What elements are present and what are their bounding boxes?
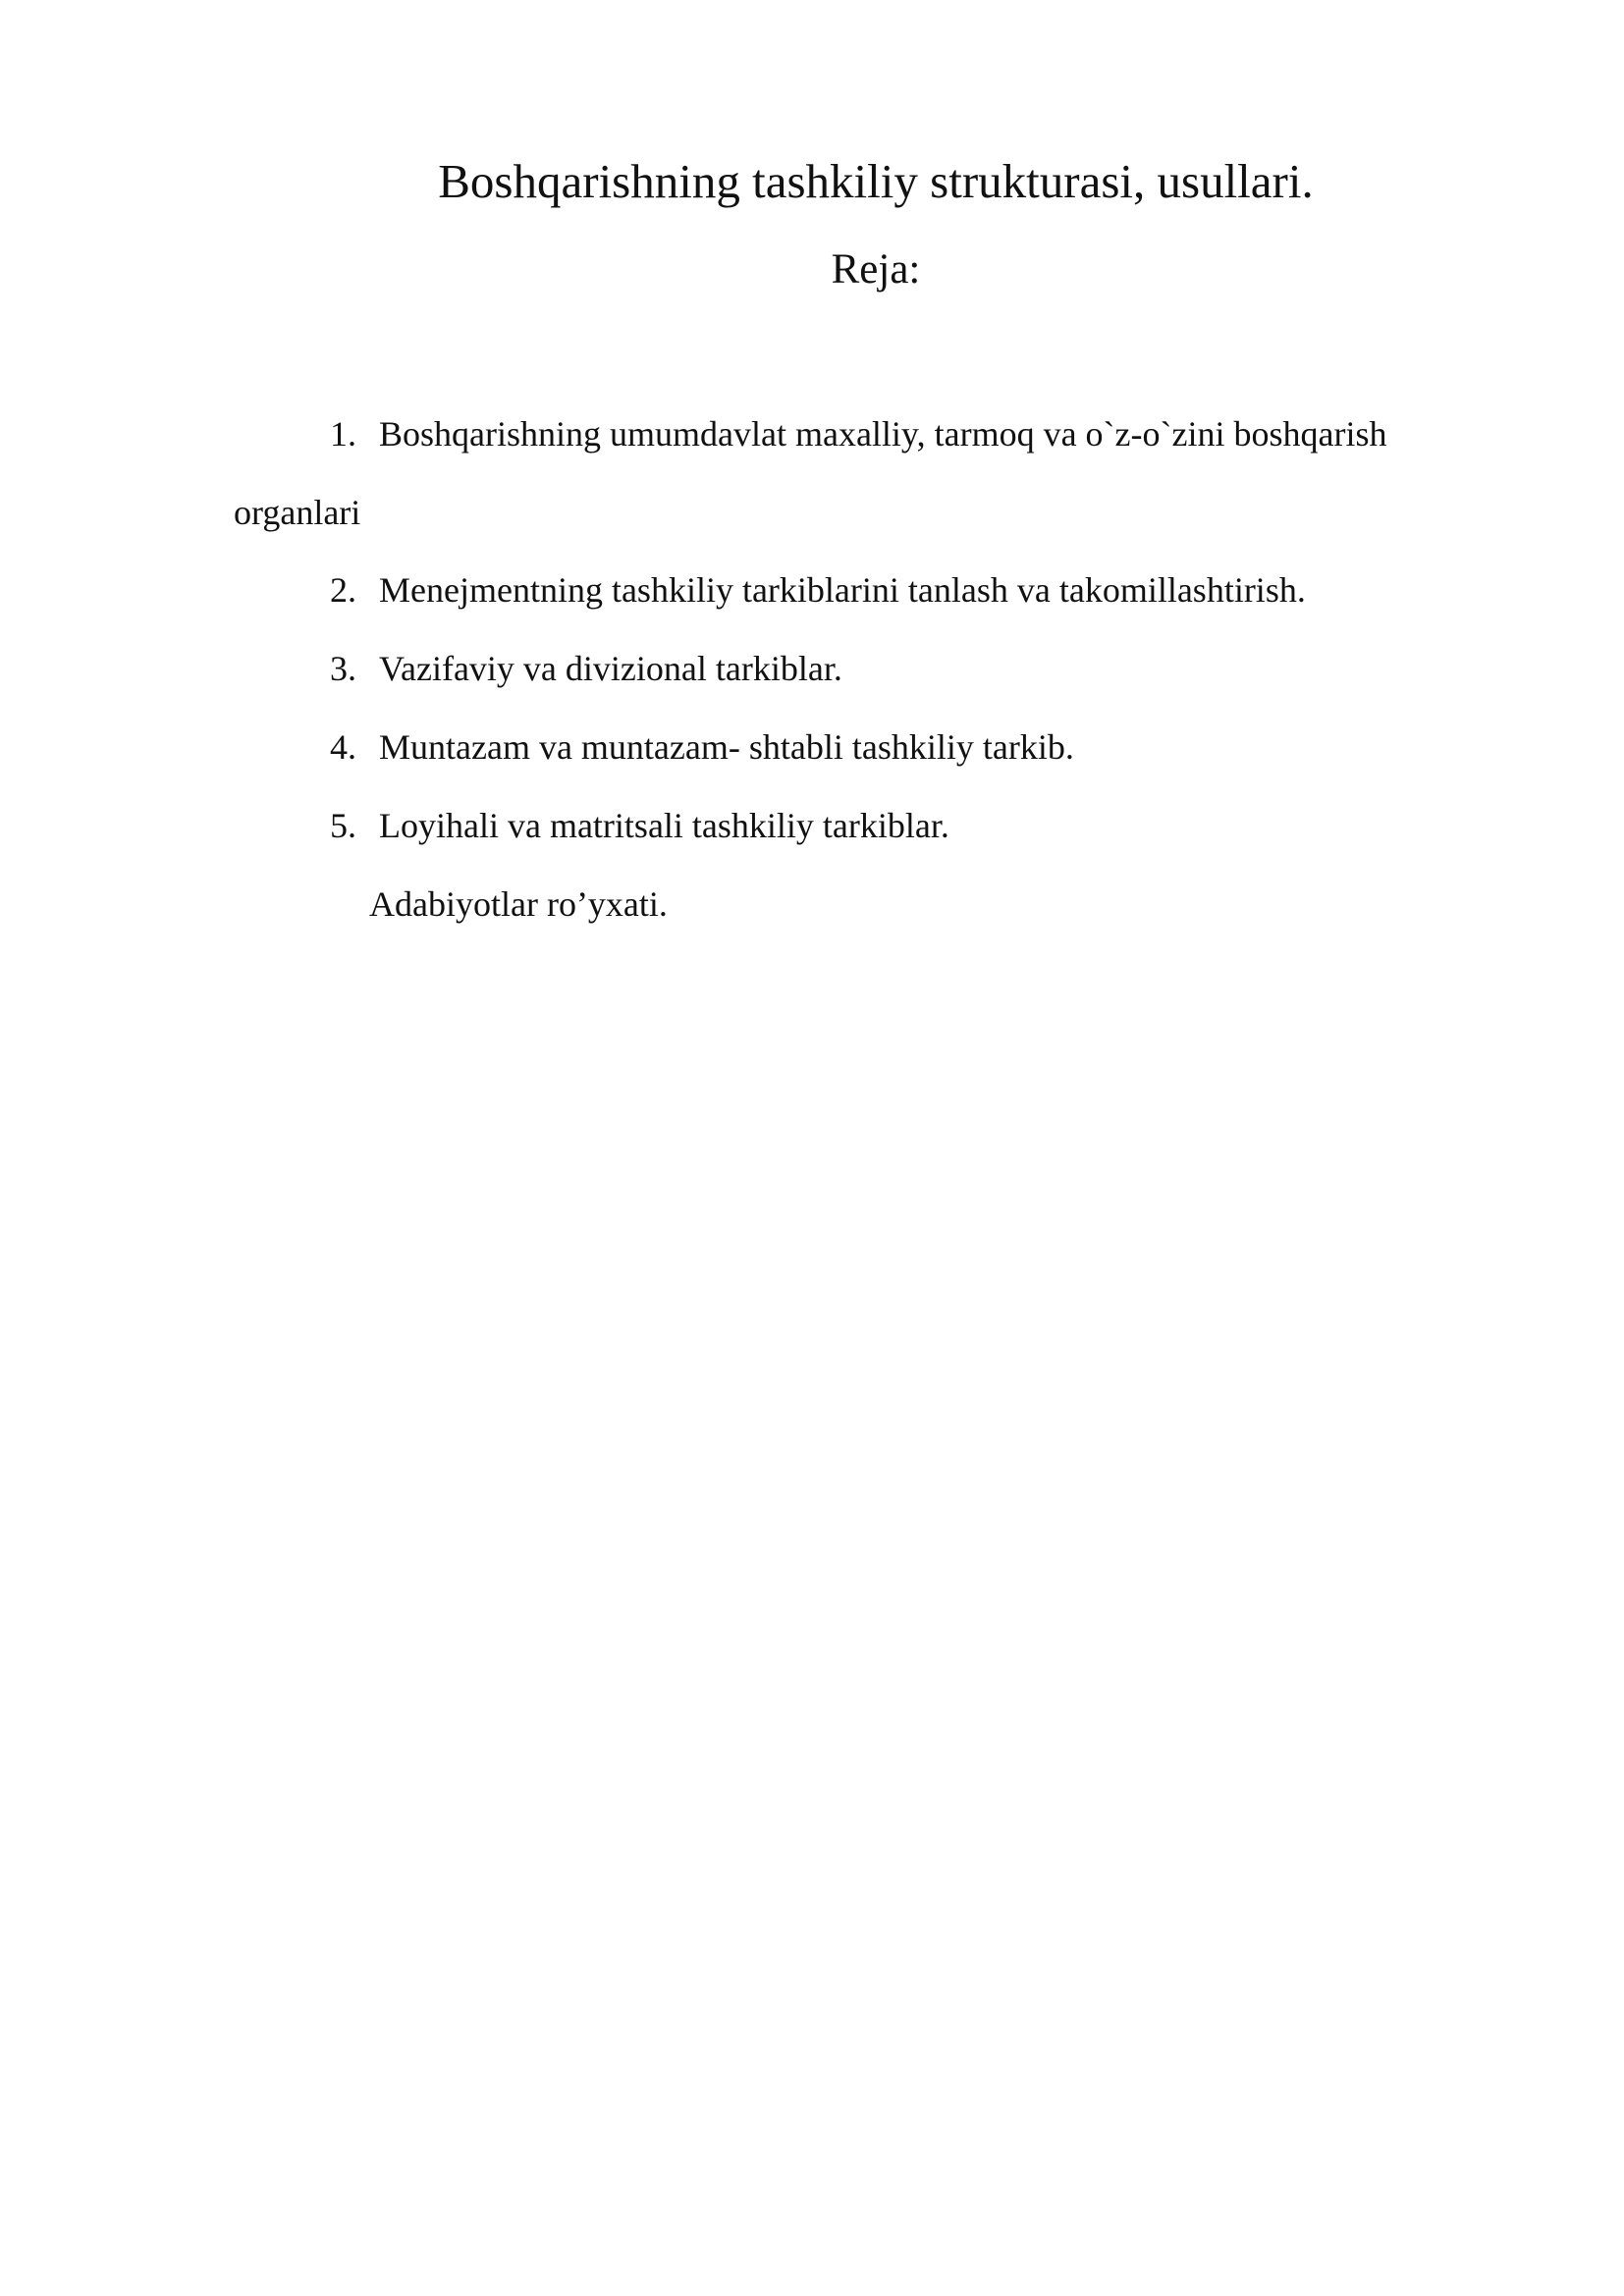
plan-item-text: Vazifaviy va divizional tarkiblar. [379,649,842,688]
plan-item-continuation: organlari [234,493,361,532]
plan-item-number: 1. [330,414,356,454]
plan-item-text: Muntazam va muntazam- shtabli tashkiliy tarkib. [379,727,1074,767]
document-title: Boshqarishning tashkiliy strukturasi, usullari. [438,154,1314,208]
bibliography-heading: Adabiyotlar ro’yxati. [369,884,668,924]
plan-heading: Reja: [831,246,921,293]
plan-item-number: 2. [330,570,356,610]
plan-item-text: Loyihali va matritsali tashkiliy tarkiblar. [379,806,949,845]
plan-item-number: 3. [330,649,356,688]
plan-item-text: Menejmentning tashkiliy tarkiblarini tanlash va takomillashtirish. [379,570,1306,610]
plan-item-number: 5. [330,806,356,845]
plan-item-text: Boshqarishning umumdavlat maxalliy, tarmoq va o`z-o`zini boshqarish [379,414,1387,454]
plan-item-number: 4. [330,727,356,767]
